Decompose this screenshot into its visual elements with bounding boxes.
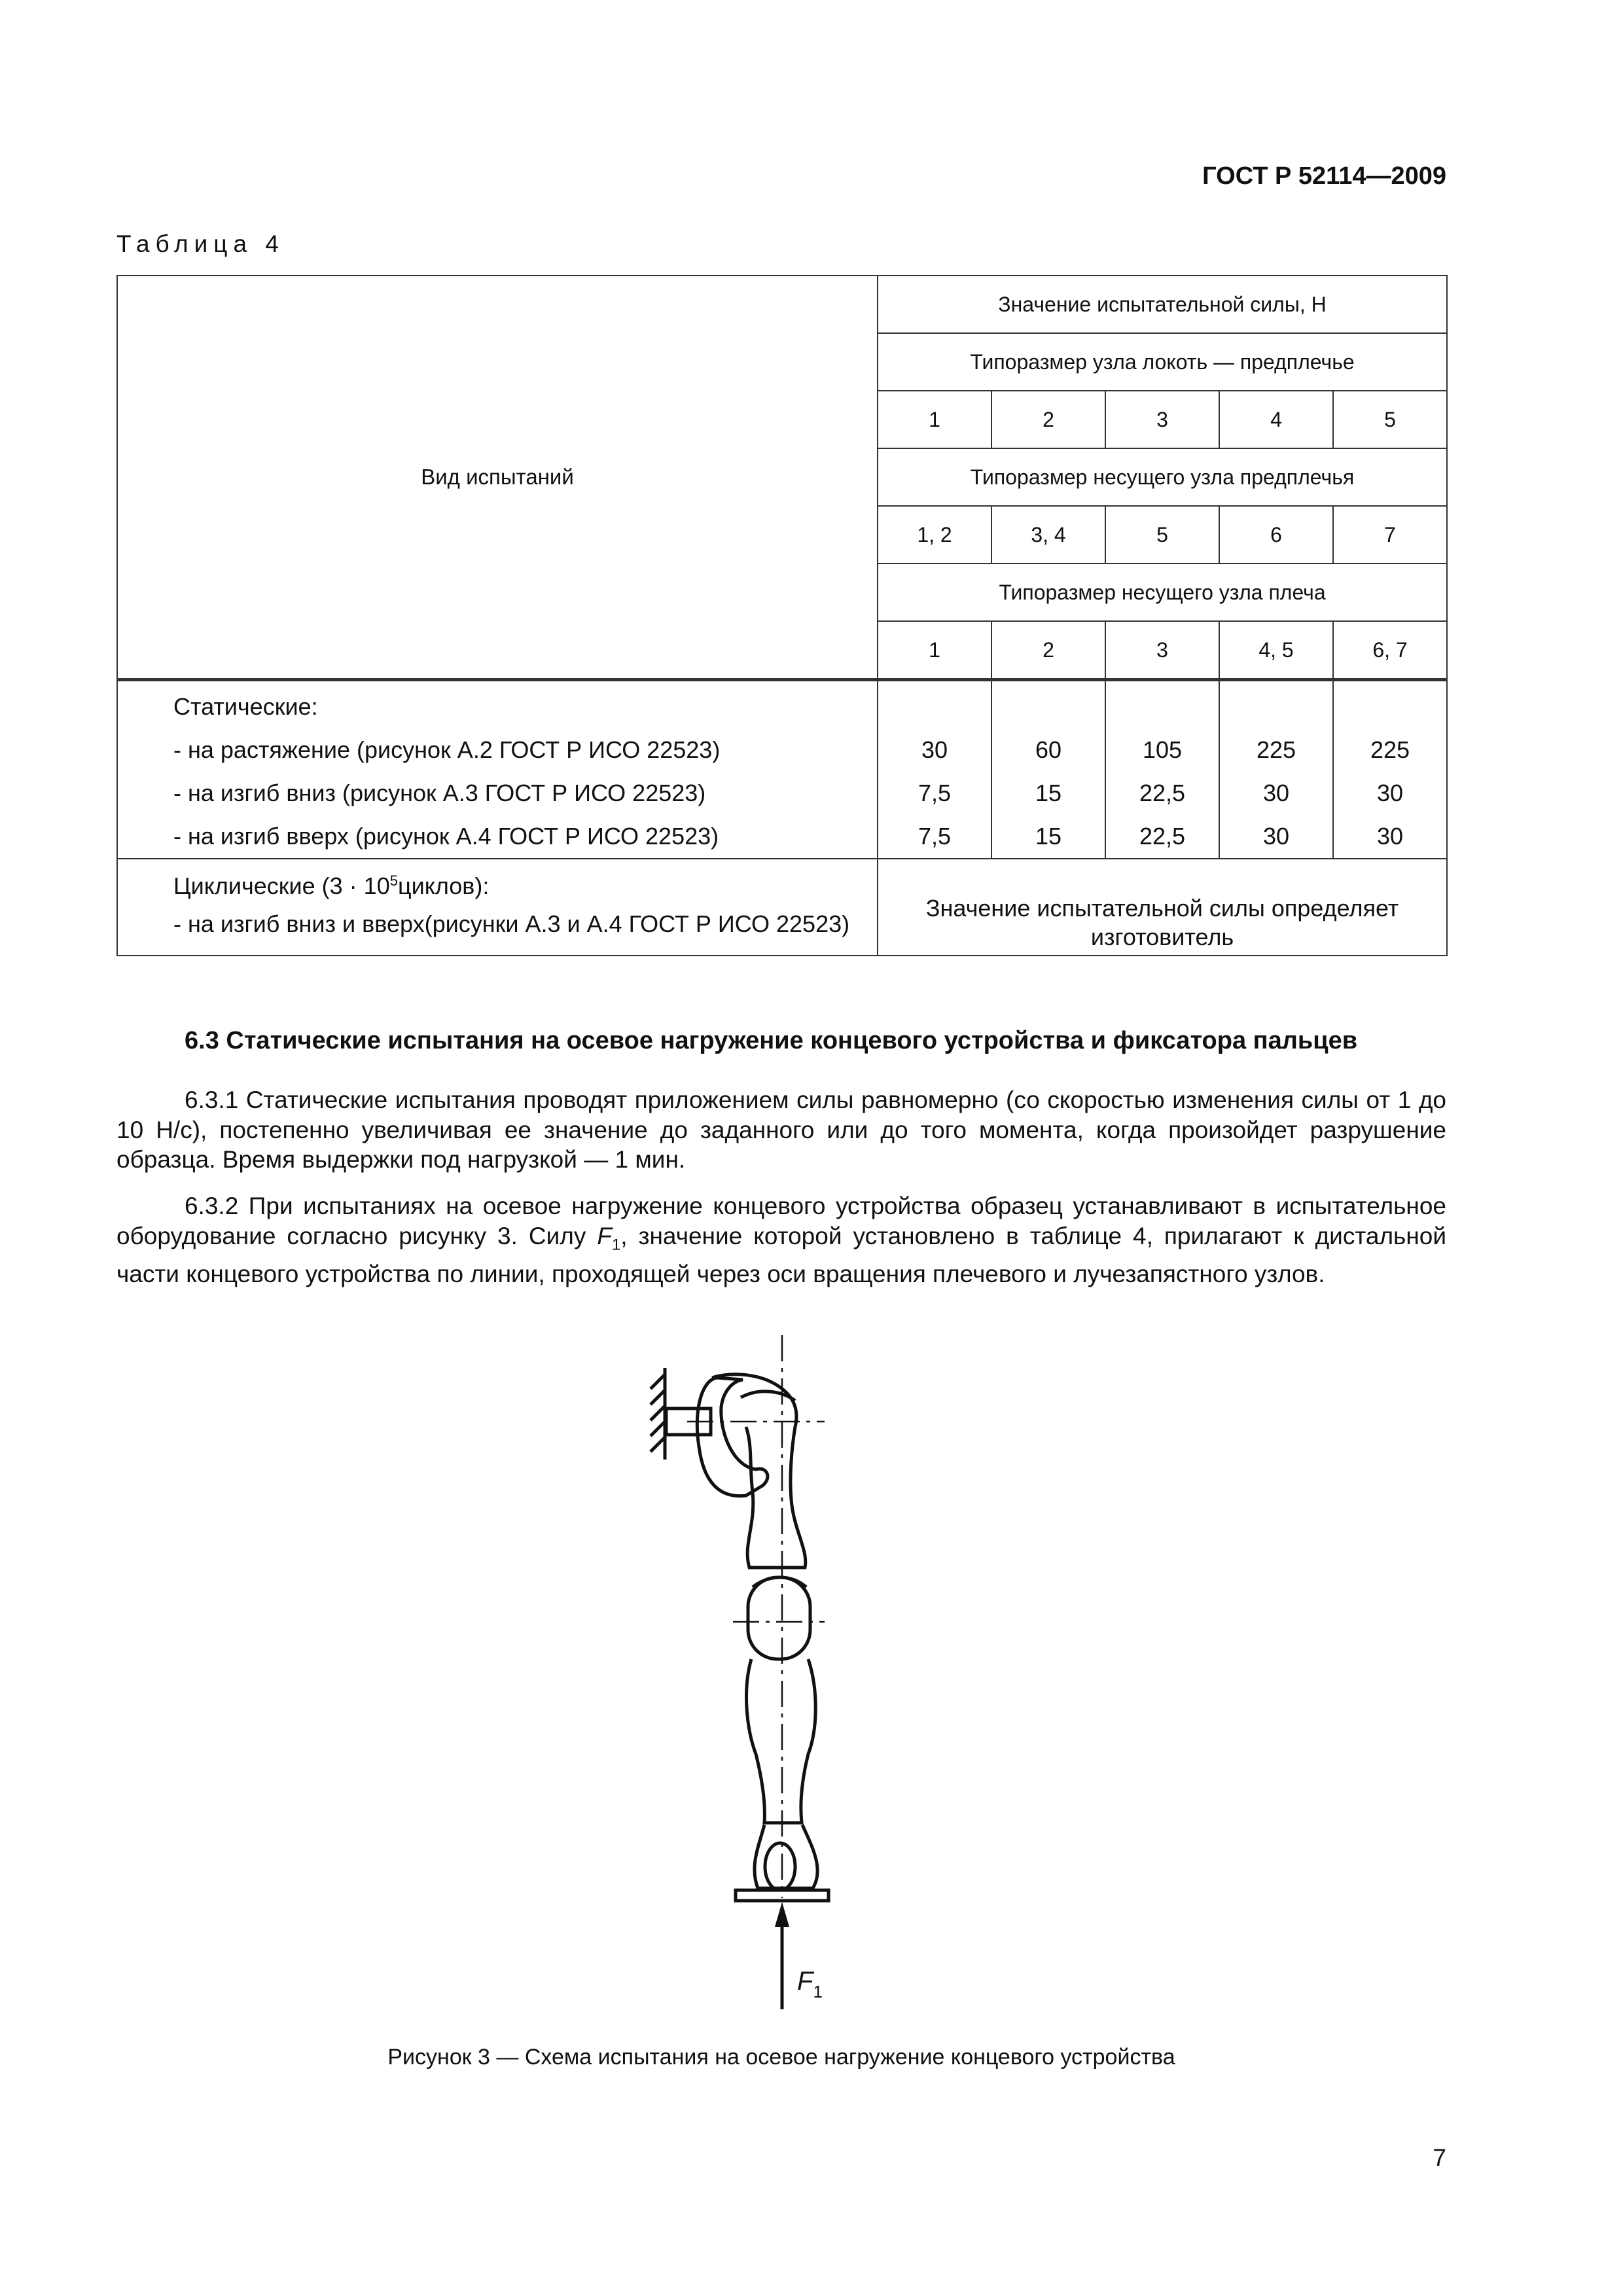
cyclic-note: Значение испытательной силы определяет изготовитель [878,859,1447,956]
static-value: 105 [1142,736,1183,763]
paragraph-6-3-2: 6.3.2 При испытаниях на осевое нагружение концевого устройства образец устанавливают в испытательное оборудование согласно рисунку 3. Силу $F_1$, значение которой установлено в таблице 4, прилагают к дистальной части концевого устройства по линии, проходящей через оси вращения плечевого и лучезапястного узлов. [116,1193,1446,1288]
cyclic-title: Циклические $(3 \cdot 10^5циклов)$: [173,872,490,899]
static-value: 22,5 [1139,823,1186,850]
static-value-column [878,680,991,859]
static-tests-cell [117,680,878,859]
static-row-label: - на изгиб вверх (рисунок А.4 ГОСТ Р ИСО 22523) [173,823,719,850]
forearm-upper [712,1374,806,1568]
document-code: ГОСТ Р 52114—2009 [1202,162,1446,190]
test-type-header: Вид испытаний [117,276,878,680]
group1-size-cell: 4 [1219,391,1333,448]
group1-size-cell: 3 [1105,391,1219,448]
static-value: 30 [921,736,948,763]
force-value-header: Значение испытательной силы, Н [878,276,1447,333]
test-scheme-drawing [628,1335,929,2016]
group2-size-cell: 5 [1105,506,1219,564]
terminal-device [755,1825,817,1888]
cyclic-row-label: - на изгиб вниз и вверх(рисунки А.3 и А.4 ГОСТ Р ИСО 22523) [173,910,850,937]
static-value: 22,5 [1139,780,1186,806]
arrow-head-icon [775,1902,789,1927]
group2-label: Типоразмер несущего узла предплечья [878,448,1447,506]
group3-size-cell: 4, 5 [1219,621,1333,680]
terminal-device-loop [765,1843,795,1890]
static-value-column [1219,680,1333,859]
group2-size-cell: 1, 2 [878,506,991,564]
load-plate [736,1890,829,1901]
static-value-column [1333,680,1447,859]
elbow-unit [697,1378,768,1496]
group3-size-cell: 1 [878,621,991,680]
cyclic-tests-cell [117,859,878,956]
static-value: 225 [1256,736,1296,763]
static-value: 30 [1262,823,1290,850]
static-value: 30 [1376,780,1404,806]
static-value: 225 [1370,736,1410,763]
group1-label: Типоразмер узла локоть — предплечье [878,333,1447,391]
static-title: Статические: [173,693,318,720]
group3-label: Типоразмер несущего узла плеча [878,564,1447,621]
figure-caption: Рисунок 3 — Схема испытания на осевое нагружение концевого устройства [387,2045,1175,2070]
static-row-label: - на изгиб вниз (рисунок А.3 ГОСТ Р ИСО 22523) [173,780,706,806]
group2-size-cell: 3, 4 [991,506,1105,564]
static-value: 30 [1376,823,1404,850]
paragraph-6-3-1: 6.3.1 Статические испытания проводят приложением силы равномерно (со скоростью изменения силы от 1 до 10 Н/с), постепенно увеличивая ее значение до заданного или до того момента, когда произойдет разрушение образца. Время выдержки под нагрузкой — 1 мин. [116,1086,1446,1173]
group1-size-cell: 2 [991,391,1105,448]
static-value-column [991,680,1105,859]
section-heading: 6.3 Статические испытания на осевое нагружение концевого устройства и фиксатора пальцев [185,1027,1358,1054]
test-force-table [116,275,1448,956]
wrist-unit [748,1577,810,1659]
table-caption: Таблица 4 [116,230,285,257]
group3-size-cell: 6, 7 [1333,621,1447,680]
static-value: 7,5 [918,823,952,850]
static-value-column [1105,680,1219,859]
static-value: 7,5 [918,780,952,806]
forearm-lower [747,1659,816,1823]
static-value: 15 [1035,780,1062,806]
static-value: 60 [1035,736,1062,763]
static-value: 15 [1035,823,1062,850]
group3-size-cell: 2 [991,621,1105,680]
group3-size-cell: 3 [1105,621,1219,680]
group2-size-cell: 6 [1219,506,1333,564]
static-row-label: - на растяжение (рисунок А.2 ГОСТ Р ИСО 22523) [173,736,721,763]
page-number: 7 [1433,2144,1446,2171]
static-value: 30 [1262,780,1290,806]
group1-size-cell: 1 [878,391,991,448]
force-label: $F_1$ [797,1967,823,2001]
figure-test-scheme [628,1335,929,2016]
group2-size-cell: 7 [1333,506,1447,564]
group1-size-cell: 5 [1333,391,1447,448]
